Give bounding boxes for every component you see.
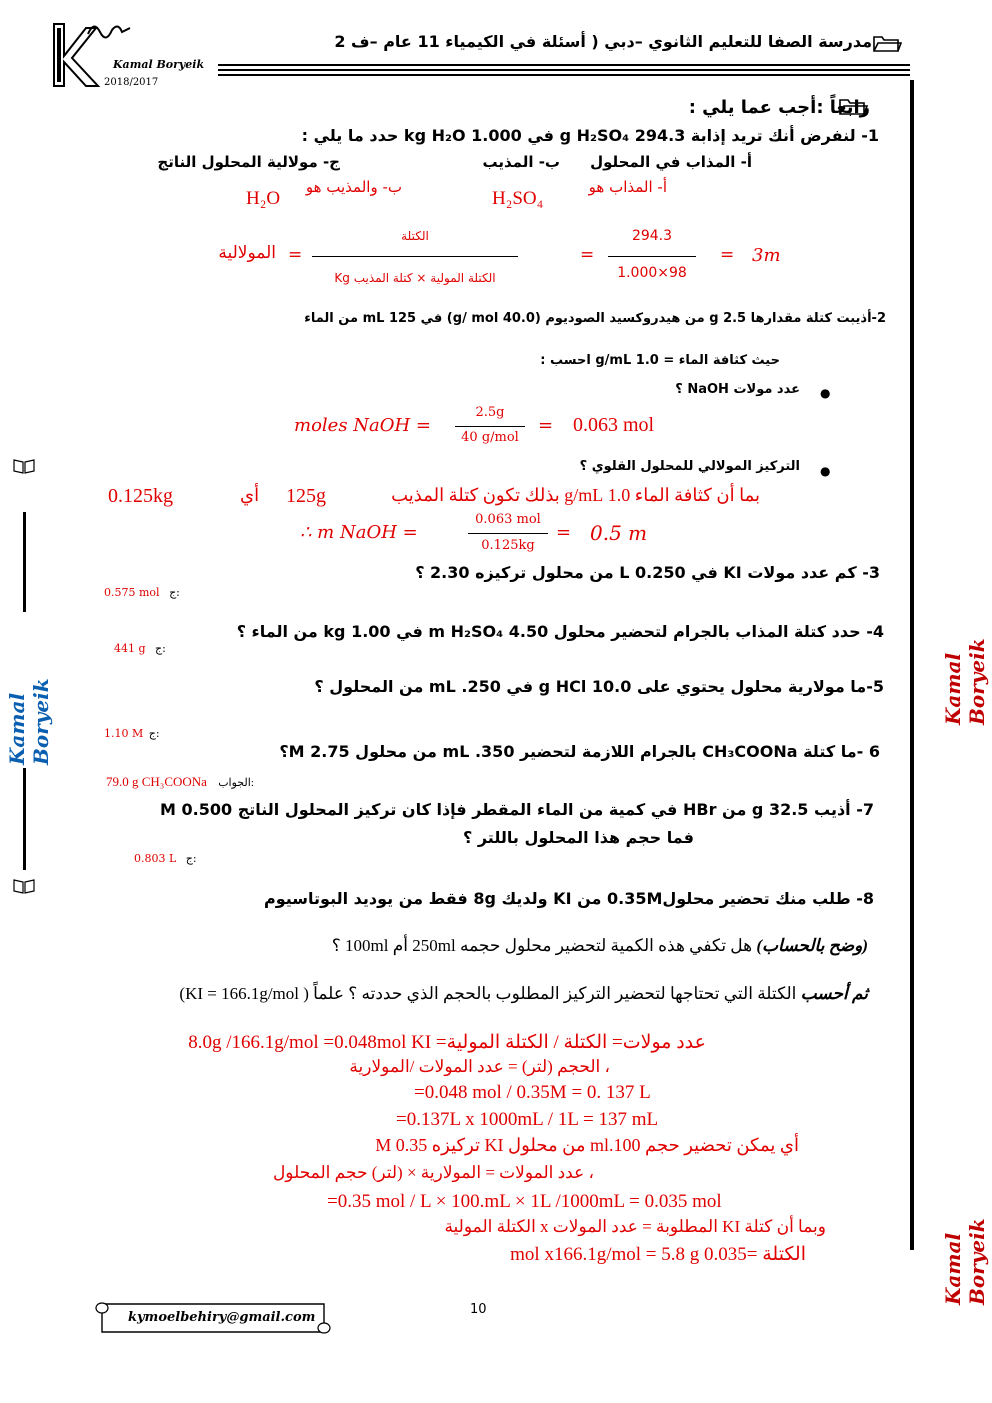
q7-answer	[134, 852, 197, 865]
q2-given: حيث كثافة الماء = 1.0 g/mL احسب :	[540, 353, 780, 368]
q8-line2-text: هل تكفي هذه الكمية لتحضير محلول حجمه 250ml أم 100ml ؟	[331, 936, 753, 955]
answer-label: ج:	[185, 852, 197, 865]
density-line: بما أن كثافة الماء 1.0 g/mL بذلك تكون كتلة المذيب	[391, 485, 760, 505]
eq-sign: =	[580, 245, 595, 265]
book-icon	[12, 877, 36, 899]
left-rule	[23, 512, 26, 612]
header-author: Kamal Boryeik	[113, 58, 205, 71]
moles-label: moles NaOH =	[294, 415, 432, 436]
m-numerator: 0.063 mol	[475, 512, 541, 527]
q5-answer	[104, 727, 160, 740]
logo-signature	[86, 18, 132, 45]
m-result: 0.5 m	[590, 521, 648, 545]
eq-sign: =	[556, 522, 572, 543]
eq-sign: =	[538, 415, 554, 436]
q8-sol-3: =0.137L x 1000mL / 1L = 137 mL	[396, 1109, 659, 1130]
eq-sign: =	[288, 245, 303, 265]
frac1-numerator: الكتلة	[401, 229, 429, 243]
q8-line3-bold: ثم أحسب	[800, 984, 868, 1003]
answer-value: 0.575 mol	[104, 586, 160, 599]
frac2-denominator: 1.000×98	[617, 265, 687, 281]
moles-numerator: 2.5g	[475, 405, 505, 420]
answer-value: 1.10 M	[104, 727, 144, 740]
q2-bullet1: عدد مولات NaOH ؟	[675, 382, 800, 397]
m-bar	[468, 533, 548, 534]
q1-ans-b-label: ب- والمذيب هو	[305, 178, 402, 196]
q8-sol-6: =0.35 mol / L × 100.mL × 1L /1000mL = 0.035 mol	[327, 1191, 722, 1212]
m-denominator: 0.125kg	[481, 538, 535, 553]
left-rule	[23, 768, 26, 870]
frac2-bar	[608, 256, 696, 257]
moles-result: 0.063 mol	[573, 414, 655, 436]
q2-bullet2: التركيز المولالي للمحلول القلوي ؟	[579, 459, 800, 474]
folder-icon	[872, 33, 902, 57]
moles-denominator: 40 g/mol	[461, 430, 519, 445]
q8-sol-4: أي يمكن تحضير حجم 100.ml من محلول KI تركيزه 0.35 M	[375, 1135, 799, 1155]
molality-label: المولالية	[218, 243, 276, 263]
answer-label: ج:	[155, 642, 166, 655]
q8-text: 8- طلب منك تحضير محلول0.35M من KI ولديك 8g فقط من يوديد البوتاسيوم	[264, 889, 874, 908]
header-rule-1	[218, 64, 910, 66]
book-icon	[12, 457, 36, 479]
section-title: رابعاً :أجب عما يلي :	[688, 97, 870, 118]
q1-ans-a-value: H₂SO₄	[492, 188, 544, 209]
answer-label: ج:	[169, 586, 180, 599]
folder-icon	[838, 96, 868, 120]
q1-text: 1- لنفرض أنك تريد إذابة 294.3 g H₂SO₄ في 1.000 kg H₂O حدد ما يلي :	[301, 126, 879, 145]
molality-result: 3m	[752, 245, 781, 266]
side-watermark-right: Kamal Boryeik	[941, 638, 989, 725]
q6-answer	[106, 774, 254, 790]
q1-ans-a-label: أ- المذاب هو	[588, 178, 667, 196]
q1-part-c: ج- مولالية المحلول الناتج	[157, 153, 340, 171]
header-year: 2018/2017	[104, 77, 159, 88]
right-border	[910, 80, 914, 1250]
side-watermark-right: Kamal Boryeik	[941, 1218, 989, 1305]
q3-answer	[104, 586, 180, 599]
eq-sign: =	[720, 245, 735, 265]
solvent-kg: 0.125kg	[108, 485, 173, 507]
q2-text: 2-أذيبت كتلة مقدارها 2.5 g من هيدروكسيد الصوديوم (40.0 g/ mol) في 125 mL من الماء	[304, 311, 886, 326]
answer-label: ج:	[148, 727, 160, 740]
bullet-icon: ●	[820, 464, 831, 478]
q5-text: 5-ما مولارية محلول يحتوي على 10.0 g HCl في 250. mL من المحلول ؟	[314, 677, 884, 696]
frac2-numerator: 294.3	[631, 228, 673, 244]
q8-line3	[179, 984, 868, 1004]
ay-word: أي	[240, 485, 260, 505]
q8-line2	[332, 936, 868, 956]
answer-label: الجواب:	[218, 777, 254, 789]
q3-text: 3- كم عدد مولات KI في 0.250 L من محلول تركيزه 2.30 ؟	[415, 563, 880, 582]
q1-part-b: ب- المذيب	[482, 153, 560, 171]
header-rule-2	[218, 69, 910, 71]
q7-text-1: 7- أذيب 32.5 g من HBr في كمية من الماء المقطر فإذا كان تركيز المحلول الناتج 0.500 M	[160, 800, 874, 819]
answer-value: 79.0 g CH₃COONa	[106, 774, 207, 789]
answer-value: 441 g	[114, 642, 146, 655]
footer-email[interactable]: kymoelbehiry@gmail.com	[128, 1310, 316, 1325]
q8-sol-5: ، عدد المولات = المولارية × (لتر) حجم المحلول	[272, 1163, 594, 1182]
q8-line3-text: الكتلة التي تحتاجها لتحضير التركيز المطلوب بالحجم الذي حددته ؟ علماً ( KI = 166.1g/mol)	[179, 984, 797, 1003]
q6-text: 6 -ما كتلة CH₃COONa بالجرام اللازمة لتحضير 350. mL من محلول 2.75 M؟	[279, 742, 880, 761]
q7-text-2: فما حجم هذا المحلول باللتر ؟	[462, 828, 694, 847]
frac1-denominator: الكتلة المولية × كتلة المذيب Kg	[334, 271, 496, 285]
header-title: مدرسة الصفا للتعليم الثانوي –دبي ( أسئلة في الكيمياء 11 عام –ف 2	[334, 32, 872, 51]
q8-sol-7: وبما أن كتلة KI المطلوبة = عدد المولات x الكتلة المولية	[444, 1217, 826, 1236]
answer-value: 0.803 L	[134, 852, 177, 865]
q8-sol-0: عدد مولات= الكتلة / الكتلة المولية= 8.0g /166.1g/mol =0.048mol KI	[188, 1032, 706, 1053]
q4-answer	[114, 642, 166, 655]
m-label: ∴ m NaOH =	[300, 522, 418, 543]
q1-ans-b-value: H₂O	[246, 188, 281, 209]
q8-sol-2: =0.048 mol / 0.35M = 0. 137 L	[414, 1082, 651, 1103]
q8-line2-bold: (وضح بالحساب)	[756, 936, 868, 955]
frac1-bar	[312, 256, 518, 257]
q4-text: 4- حدد كتلة المذاب بالجرام لتحضير محلول 4.50 m H₂SO₄ في 1.00 kg من الماء ؟	[236, 622, 884, 641]
header-rule-3	[218, 74, 910, 76]
q8-sol-1: ، الحجم (لتر) = عدد المولات /المولارية	[349, 1057, 610, 1076]
q1-part-a: أ- المذاب في المحلول	[590, 153, 752, 171]
page-number: 10	[470, 1302, 487, 1317]
moles-bar	[455, 426, 525, 427]
solvent-g: 125g	[286, 485, 326, 507]
q8-sol-8: الكتلة =0.035 mol x166.1g/mol = 5.8 g	[510, 1244, 806, 1265]
bullet-icon: ●	[820, 386, 831, 400]
side-watermark-left: Kamal Boryeik	[5, 678, 53, 765]
